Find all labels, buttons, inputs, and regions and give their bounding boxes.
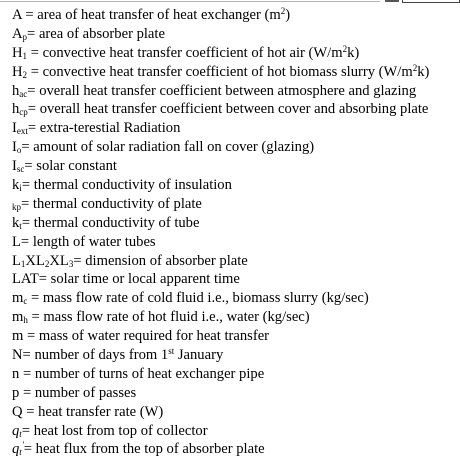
nomenclature-item-Ap: $A_p=$ area of absorber plate	[12, 25, 165, 42]
definition: thermal conductivity of tube	[33, 214, 200, 231]
definition: overall heat transfer coefficient between cover and absorbing plate	[39, 101, 429, 118]
symbol: A	[12, 25, 23, 42]
nomenclature-item-L1L2L3: $L_1XL_2XL_3=$ dimension of absorber plate	[12, 252, 248, 269]
definition: solar time or local apparent time	[50, 271, 240, 288]
nomenclature-item-LAT: LAT= solar time or local apparent time	[12, 271, 240, 288]
definition: mass of water required for heat transfer	[38, 328, 270, 345]
nomenclature-item-ki: $k_i=$ thermal conductivity of insulation	[12, 177, 232, 194]
definition: heat lost from top of collector	[33, 422, 208, 439]
symbol: m	[12, 290, 24, 307]
definition: dimension of absorber plate	[85, 252, 248, 269]
nomenclature-item-hcp: $h_{cp}=$ overall heat transfer coefficient between cover and absorbing plate	[12, 101, 429, 118]
symbol: I	[12, 120, 17, 137]
symbol: I	[12, 139, 17, 156]
nomenclature-item-A: A = area of heat transfer of heat exchanger $(m^2)$	[12, 6, 291, 23]
definition: solar constant	[36, 158, 117, 175]
nomenclature-item-H1: $H_1$ = convective heat transfer coefficient of hot air $(W/m^2k)$	[12, 43, 360, 61]
symbol: L	[12, 252, 21, 269]
symbol: k	[12, 177, 20, 194]
page-top-rule	[0, 0, 460, 4]
definition: heat flux from the top of absorber plate	[35, 441, 265, 458]
symbol: m	[12, 328, 24, 345]
symbol: L	[12, 233, 21, 250]
nomenclature-item-p: p = number of passes	[12, 384, 137, 401]
definition: amount of solar radiation fall on cover (glazing)	[33, 139, 315, 156]
nomenclature-item-qt: $q_t=$ heat lost from top of collector	[12, 422, 208, 439]
definition: thermal conductivity of insulation	[33, 177, 232, 194]
symbol: A	[12, 7, 22, 23]
symbol: p	[12, 384, 20, 401]
nomenclature-item-mh: $m_h$ = mass flow rate of hot fluid i.e., water (kg/sec)	[12, 309, 310, 326]
nomenclature-item-kp: $_{kp}$= thermal conductivity of plate	[12, 195, 202, 212]
nomenclature-item-kt: $k_t=$ thermal conductivity of tube	[12, 214, 200, 231]
nomenclature-item-mc: $m_c$ = mass flow rate of cold fluid i.e., biomass slurry (kg/sec)	[12, 290, 369, 307]
nomenclature-item-Q: Q = heat transfer rate (W)	[12, 403, 164, 420]
definition: extra-terestial Radiation	[39, 120, 181, 137]
top-rule-box	[402, 0, 460, 3]
definition: mass flow rate of hot fluid i.e., water (kg/sec)	[43, 309, 310, 326]
top-rule-fragment	[385, 0, 399, 2]
symbol: I	[12, 158, 17, 175]
symbol: LAT	[12, 271, 39, 288]
nomenclature-item-Isc: $I_{sc}=$ solar constant	[12, 158, 117, 175]
symbol: m	[12, 309, 24, 326]
symbol: h	[12, 101, 20, 118]
nomenclature-item-L: L= length of water tubes	[12, 233, 156, 250]
definition: overall heat transfer coefficient between atmosphere and glazing	[39, 82, 417, 99]
symbol: k	[12, 214, 20, 231]
definition: number of passes	[34, 384, 137, 401]
nomenclature-item-m: m = mass of water required for heat transfer	[12, 328, 270, 345]
nomenclature-item-n: n = number of turns of heat exchanger pipe	[12, 365, 265, 382]
definition: convective heat transfer coefficient of hot biomass slurry (W/m	[42, 63, 413, 80]
symbol: kp	[12, 201, 21, 212]
definition: length of water tubes	[32, 233, 156, 250]
definition: mass flow rate of cold fluid i.e., biomass slurry (kg/sec)	[42, 290, 369, 307]
nomenclature-item-Io: $I_o=$ amount of solar radiation fall on cover (glazing)	[12, 139, 315, 156]
definition: convective heat transfer coefficient of hot air (W/m	[42, 44, 343, 61]
symbol: H	[12, 63, 23, 80]
top-rule-left	[0, 1, 380, 2]
definition: thermal conductivity of plate	[32, 195, 202, 212]
definition: area of absorber plate	[38, 25, 165, 42]
definition: number of days from 1	[34, 347, 169, 364]
symbol: n	[12, 365, 20, 382]
nomenclature-item-H2: $H_2$ = convective heat transfer coefficient of hot biomass slurry $(W/m^2k)$	[12, 62, 430, 80]
symbol: q	[12, 441, 20, 458]
symbol: q	[12, 422, 20, 439]
symbol: N	[12, 347, 23, 364]
nomenclature-item-Iext: $I_{ext}=$ extra-terestial Radiation	[12, 120, 181, 137]
nomenclature-item-qt-prime: $q_t'=$ heat flux from the top of absorber plate	[12, 440, 265, 458]
nomenclature-item-N: N= number of days from 1st January	[12, 346, 224, 364]
definition: number of turns of heat exchanger pipe	[34, 365, 265, 382]
symbol: H	[12, 44, 23, 61]
symbol: Q	[12, 403, 23, 420]
symbol: h	[12, 82, 20, 99]
definition: area of heat transfer of heat exchanger (m	[37, 7, 281, 23]
nomenclature-list	[12, 6, 457, 459]
nomenclature-item-hac: $h_{ac}=$ overall heat transfer coefficient between atmosphere and glazing	[12, 82, 417, 99]
definition: heat transfer rate (W)	[38, 403, 164, 420]
